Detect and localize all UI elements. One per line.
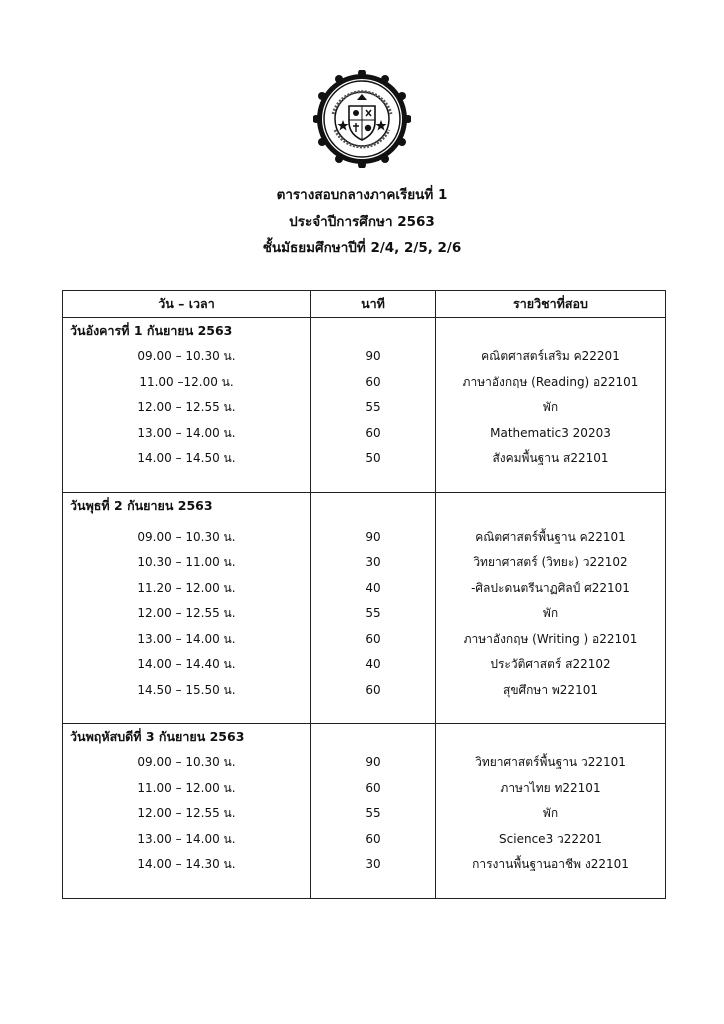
minutes-cell: 60 [311,370,436,396]
table-row [63,827,666,853]
table-row [63,576,666,602]
table-row [63,627,666,653]
subject-cell: พัก [436,395,666,421]
subject-cell: ภาษาอังกฤษ (Reading) อ22101 [436,370,666,396]
time-cell: 12.00 – 12.55 น. [63,801,311,827]
time-cell: 14.00 – 14.30 น. [63,852,311,878]
title-line-2: ประจำปีการศึกษา 2563 [289,214,435,230]
subject-cell: ภาษาอังกฤษ (Writing ) อ22101 [436,627,666,653]
subject-cell: พัก [436,601,666,627]
time-cell: 13.00 – 14.00 น. [63,627,311,653]
table-row [63,395,666,421]
table-row [63,801,666,827]
subject-cell: วิทยาศาสตร์ (วิทยะ) ว22102 [436,550,666,576]
header-subject: รายวิชาที่สอบ [436,291,666,318]
minutes-cell: 30 [311,550,436,576]
day-header-row [63,724,666,751]
table-row [63,601,666,627]
minutes-cell: 30 [311,852,436,878]
table-header-row [63,291,666,318]
time-cell: 09.00 – 10.30 น. [63,344,311,370]
table-row [63,678,666,704]
minutes-cell: 60 [311,678,436,704]
minutes-cell: 60 [311,776,436,802]
header-day-time: วัน – เวลา [63,291,311,318]
day-label: วันพฤหัสบดีที่ 3 กันยายน 2563 [63,724,311,751]
minutes-cell: 90 [311,344,436,370]
header-minutes: นาที [311,291,436,318]
spacer-row [63,472,666,493]
minutes-cell: 40 [311,576,436,602]
school-logo [313,70,411,168]
time-cell: 12.00 – 12.55 น. [63,395,311,421]
subject-cell: Science3 ว22201 [436,827,666,853]
table-row [63,776,666,802]
time-cell: 13.00 – 14.00 น. [63,827,311,853]
table-row [63,852,666,878]
subject-cell: คณิตศาสตร์เสริม ค22201 [436,344,666,370]
subject-cell: ประวัติศาสตร์ ส22102 [436,652,666,678]
minutes-cell: 60 [311,827,436,853]
time-cell: 12.00 – 12.55 น. [63,601,311,627]
table-row [63,550,666,576]
exam-schedule-table [62,290,666,899]
subject-cell: ภาษาไทย ท22101 [436,776,666,802]
table-row [63,652,666,678]
school-seal-icon [313,70,411,168]
day-header-row [63,492,666,519]
minutes-cell: 55 [311,801,436,827]
day-header-row [63,318,666,345]
time-cell: 14.00 – 14.40 น. [63,652,311,678]
day-label: วันอังคารที่ 1 กันยายน 2563 [63,318,311,345]
table-row [63,446,666,472]
subject-cell: Mathematic3 20203 [436,421,666,447]
subject-cell: การงานพื้นฐานอาชีพ ง22101 [436,852,666,878]
time-cell: 11.00 –12.00 น. [63,370,311,396]
title-line-1: ตารางสอบกลางภาคเรียนที่ 1 [276,187,448,203]
minutes-cell: 90 [311,525,436,551]
minutes-cell: 55 [311,601,436,627]
minutes-cell: 40 [311,652,436,678]
time-cell: 09.00 – 10.30 น. [63,525,311,551]
table-row [63,421,666,447]
subject-cell: วิทยาศาสตร์พื้นฐาน ว22101 [436,750,666,776]
subject-cell: -ศิลปะดนตรีนาฏศิลป์ ศ22101 [436,576,666,602]
time-cell: 11.20 – 12.00 น. [63,576,311,602]
title-line-3: ชั้นมัธยมศึกษาปีที่ 2/4, 2/5, 2/6 [262,240,462,256]
table-row [63,525,666,551]
minutes-cell: 55 [311,395,436,421]
time-cell: 10.30 – 11.00 น. [63,550,311,576]
subject-cell: คณิตศาสตร์พื้นฐาน ค22101 [436,525,666,551]
day-label: วันพุธที่ 2 กันยายน 2563 [63,492,311,519]
spacer-row [63,703,666,724]
minutes-cell: 90 [311,750,436,776]
time-cell: 14.50 – 15.50 น. [63,678,311,704]
subject-cell: พัก [436,801,666,827]
subject-cell: สังคมพื้นฐาน ส22101 [436,446,666,472]
time-cell: 14.00 – 14.50 น. [63,446,311,472]
time-cell: 11.00 – 12.00 น. [63,776,311,802]
table-row [63,344,666,370]
table-row [63,370,666,396]
minutes-cell: 50 [311,446,436,472]
subject-cell: สุขศึกษา พ22101 [436,678,666,704]
time-cell: 09.00 – 10.30 น. [63,750,311,776]
table-row [63,750,666,776]
spacer-row [63,878,666,899]
time-cell: 13.00 – 14.00 น. [63,421,311,447]
minutes-cell: 60 [311,421,436,447]
minutes-cell: 60 [311,627,436,653]
